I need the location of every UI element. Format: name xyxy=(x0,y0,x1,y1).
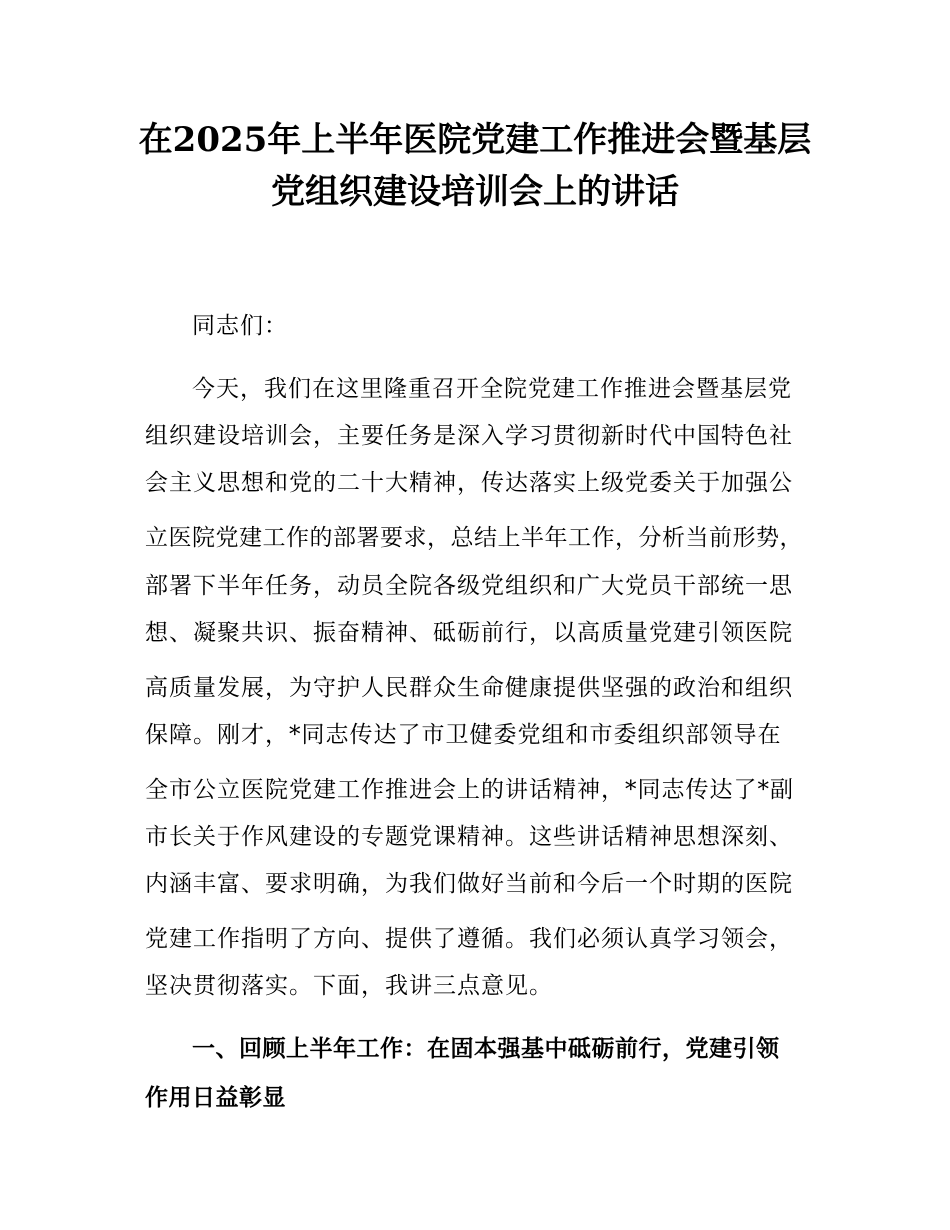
paragraph-line: 高质量发展，为守护人民群众生命健康提供坚强的政治和组织 xyxy=(145,675,793,701)
document-title-line-1: 在2025年上半年医院党建工作推进会暨基层 xyxy=(138,120,812,160)
paragraph-line: 保障。刚才，*同志传达了市卫健委党组和市委组织部领导在 xyxy=(145,722,782,748)
paragraph-line: 会主义思想和党的二十大精神，传达落实上级党委关于加强公 xyxy=(145,470,793,496)
document-title-line-2: 党组织建设培训会上的讲话 xyxy=(271,172,679,212)
paragraph-line: 今天，我们在这里隆重召开全院党建工作推进会暨基层党 xyxy=(192,376,792,402)
section-heading-line-2: 作用日益彰显 xyxy=(145,1085,286,1111)
paragraph-line: 想、凝聚共识、振奋精神、砥砺前行，以高质量党建引领医院 xyxy=(145,620,793,646)
paragraph-line: 内涵丰富、要求明确，为我们做好当前和今后一个时期的医院 xyxy=(145,871,793,897)
paragraph-line: 组织建设培训会，主要任务是深入学习贯彻新时代中国特色社 xyxy=(145,423,793,449)
salutation: 同志们： xyxy=(192,313,288,339)
paragraph-line: 部署下半年任务，动员全院各级党组织和广大党员干部统一思 xyxy=(145,573,793,599)
section-heading-line-1: 一、回顾上半年工作：在固本强基中砥砺前行，党建引领 xyxy=(192,1036,780,1062)
paragraph-line: 立医院党建工作的部署要求，总结上半年工作，分析当前形势， xyxy=(145,525,803,551)
paragraph-line: 全市公立医院党建工作推进会上的讲话精神，*同志传达了*副 xyxy=(145,777,794,803)
paragraph-line: 市长关于作风建设的专题党课精神。这些讲话精神思想深刻、 xyxy=(145,824,793,850)
paragraph-line: 党建工作指明了方向、提供了遵循。我们必须认真学习领会， xyxy=(145,926,793,952)
paragraph-line: 坚决贯彻落实。下面，我讲三点意见。 xyxy=(145,973,553,999)
